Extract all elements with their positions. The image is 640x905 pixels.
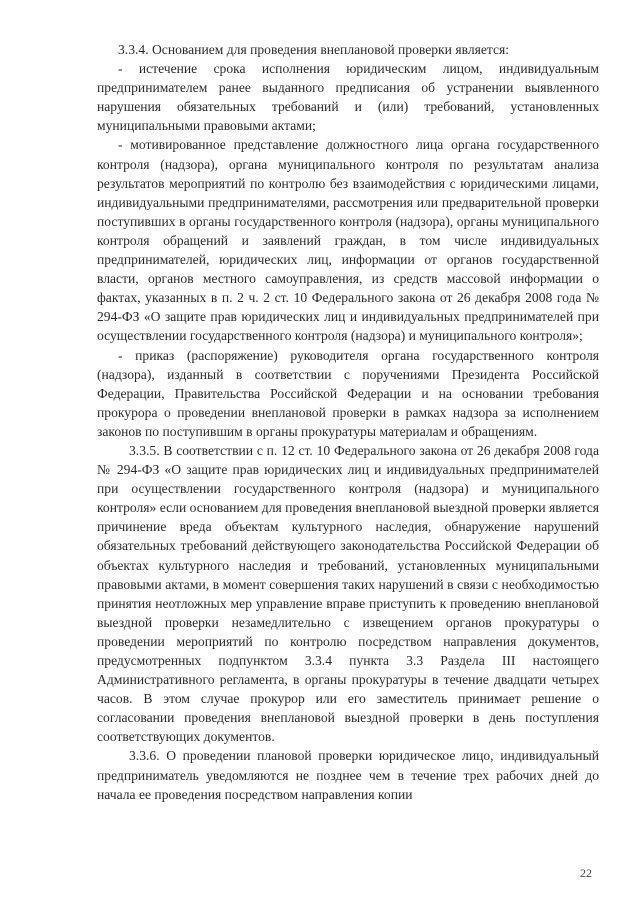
- paragraph-bullet-order: - приказ (распоряжение) руководителя органа государственного контроля (надзора), изданный в соответствии с поручениями Президента Российской Федерации, Правительства Российской Федерации и на основании требования прокурора о проведении внеплановой проверки в рамках надзора за исполнением законов по поступившим в органы прокуратуры материалам и обращениям.: [97, 347, 599, 439]
- paragraph-bullet-motivated-submission: - мотивированное представление должностного лица органа государственного контроля (надзора), органа муниципального контроля по результатам анализа результатов мероприятий по контролю без взаимодействия с юридическими лицами, индивидуальными предпринимателями, рассмотрения или предварительной проверки поступивших в органы государственного контроля (надзора), органы муниципального контроля обращений и заявлений граждан, в том числе индивидуальных предпринимателей, юридических лиц, информации от органов государственной власти, органов местного самоуправления, из средств массовой информации о фактах, указанных в п. 2 ч. 2 ст. 10 Федерального закона от 26 декабря 2008 года № 294-ФЗ «О защите прав юридических лиц и индивидуальных предпринимателей при осуществлении государственного контроля (надзора) и муниципального контроля»;: [97, 137, 599, 344]
- paragraph-3-3-4-heading: 3.3.4. Основанием для проведения внеплановой проверки является:: [118, 42, 510, 57]
- document-page: [97, 40, 599, 804]
- paragraph-bullet-deadline: - истечение срока исполнения юридическим лицом, индивидуальным предпринимателем ранее выданного предписания об устранении выявленного нарушения обязательных требований и (или) требований, установленных муниципальными правовыми актами;: [97, 61, 599, 134]
- paragraph-3-3-5: 3.3.5. В соответствии с п. 12 ст. 10 Федерального закона от 26 декабря 2008 года № 294-ФЗ «О защите прав юридических лиц и индивидуальных предпринимателей при осуществлении государственного контроля (надзора) и муниципального контроля» если основанием для проведения внеплановой выездной проверки является причинение вреда объектам культурного наследия, обнаружение нарушений обязательных требований действующего законодательства Российской Федерации об объектах культурного наследия и требований, установленных муниципальными правовыми актами, в момент совершения таких нарушений в связи с необходимостью принятия неотложных мер управление вправе приступить к проведению внеплановой выездной проверки незамедлительно с извещением органов прокуратуры о проведении мероприятий по контролю посредством направления документов, предусмотренных подпунктом 3.3.4 пункта 3.3 Раздела III настоящего Административного регламента, в органы прокуратуры в течение двадцати четырех часов. В этом случае прокурор или его заместитель принимает решение о согласовании проведения внеплановой выездной проверки в день поступления соответствующих документов.: [97, 442, 599, 745]
- paragraph-3-3-6: 3.3.6. О проведении плановой проверки юридическое лицо, индивидуальный предприниматель уведомляются не позднее чем в течение трех рабочих дней до начала ее проведения посредством направления копии: [97, 748, 599, 802]
- page-number: 22: [580, 866, 592, 880]
